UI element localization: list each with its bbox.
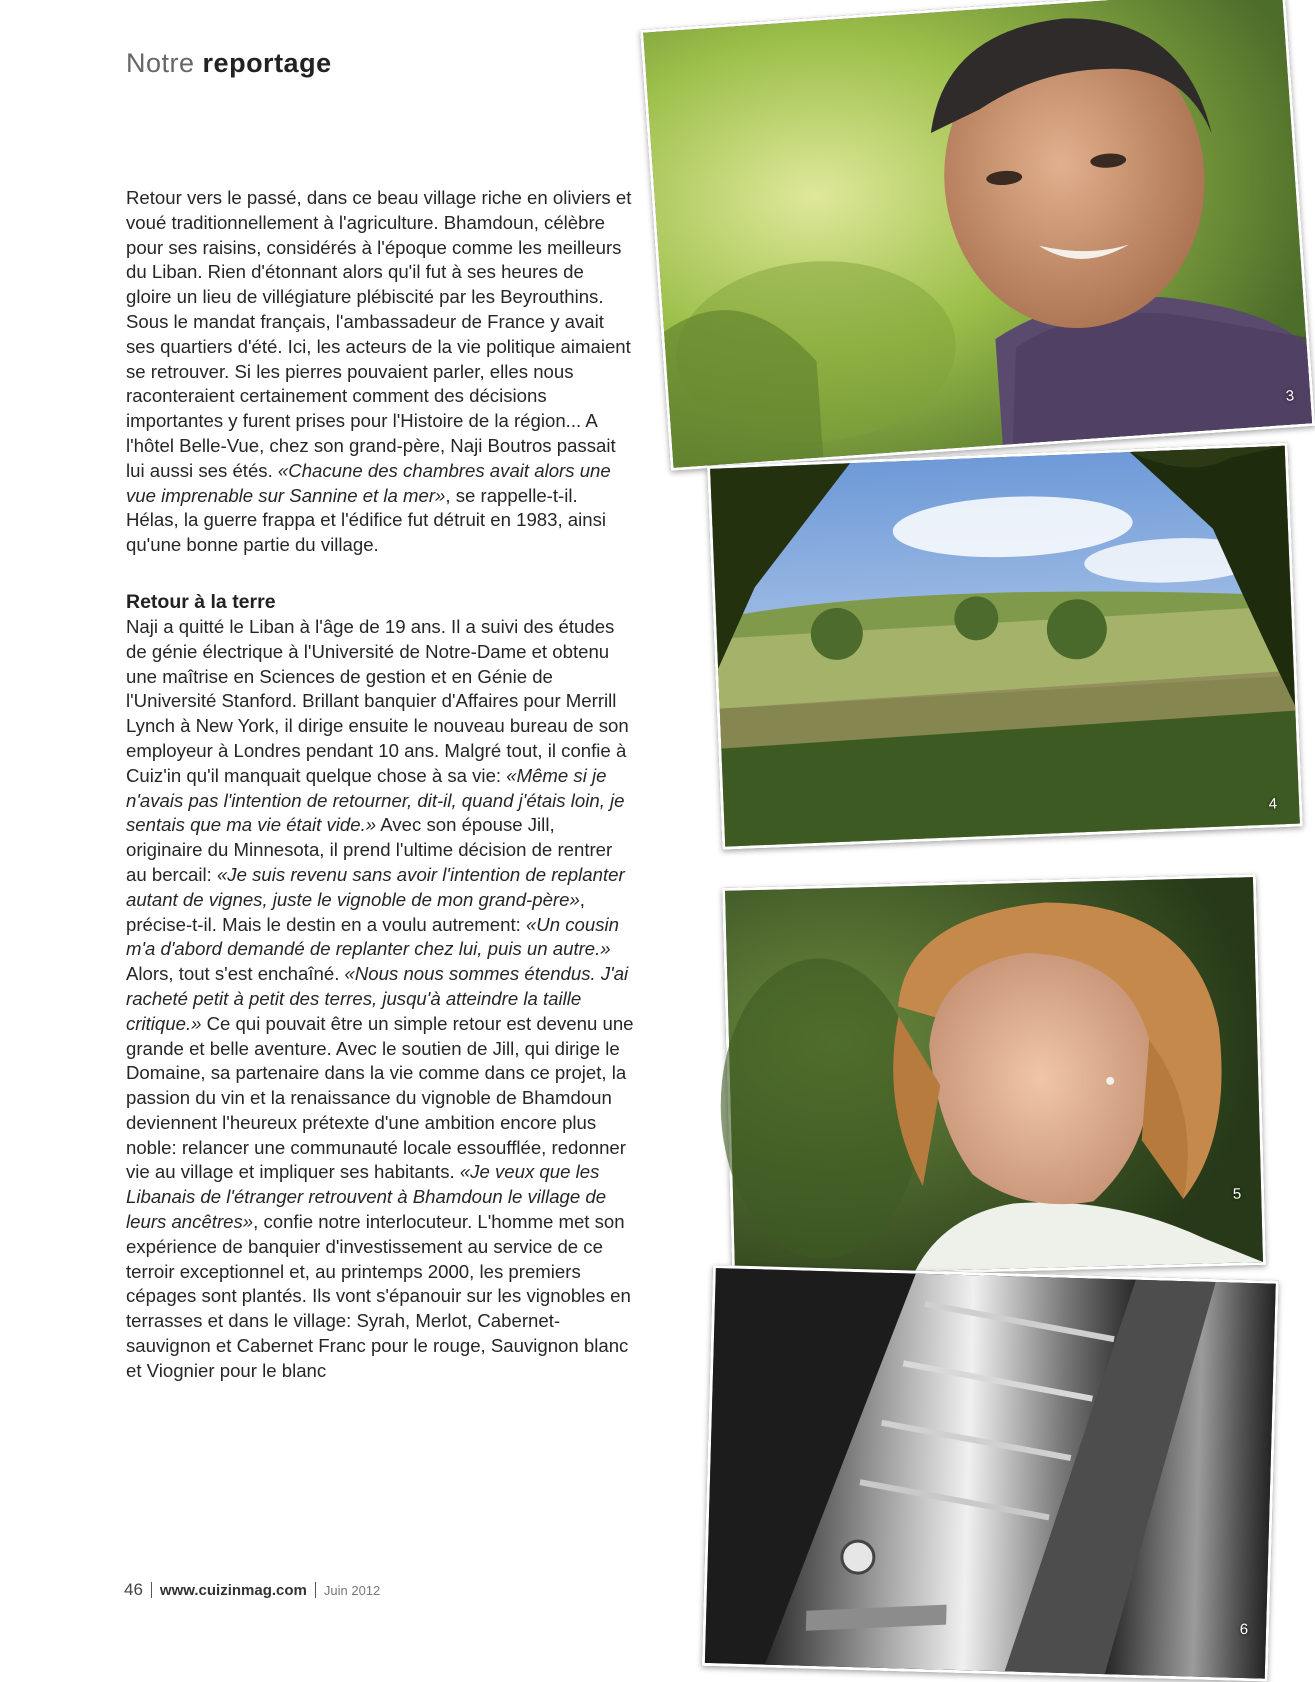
subheading: Retour à la terre xyxy=(126,590,276,613)
body-text-c: , précise-t-il. Mais le destin en a voulu autrement: xyxy=(126,888,585,935)
quote-1: «Même si je n'avais pas l'intention de retourner, dit-il, quand j'étais loin, je sentais que ma vie était vide.» xyxy=(126,764,625,836)
photo-man-portrait xyxy=(640,0,1315,471)
page-number: 46 xyxy=(124,1580,143,1599)
photo-number-3: 3 xyxy=(1285,387,1295,405)
body-text-d: Alors, tout s'est enchaîné. xyxy=(126,963,345,985)
body-text-f: , confie notre interlocuteur. L'homme met son expérience de banquier d'investissement au service de ce terroir exceptionnel et, au printemps 2000, les premiers cépages sont plantés. Ils vont s'épanouir sur les vignobles en terrasses et dans le village: Syrah, Merlot, Cabernet-sauvignon et Cabernet Franc pour le rouge, Sauvignon blanc et Viognier pour le blanc xyxy=(126,1211,631,1381)
photo-number-6: 6 xyxy=(1239,1620,1249,1639)
photo-wine-tanks-image xyxy=(705,1268,1276,1678)
quote-2: «Je suis revenu sans avoir l'intention de replanter autant de vignes, juste le vignoble de mon grand-père» xyxy=(126,863,625,910)
footer-divider xyxy=(151,1582,152,1598)
page-footer xyxy=(124,1580,380,1600)
photo-woman-profile-image xyxy=(725,877,1263,1276)
photo-number-4: 4 xyxy=(1268,795,1278,813)
body-text-e: Ce qui pouvait être un simple retour est devenu une grande et belle aventure. Avec le soutien de Jill, qui dirige le Domaine, sa partenaire dans la vie comme dans ce projet, la passion du vin et la renaissance du vignoble de Bhamdoun deviennent l'heureux prétexte d'une ambition encore plus noble: relancer une communauté locale essoufflée, redonner vie au village et impliquer ses habitants. xyxy=(126,1012,634,1183)
photo-wine-tanks xyxy=(702,1265,1279,1682)
body-text-a: Naji a quitté le Liban à l'âge de 19 ans. Il a suivi des études de génie électrique à l'Université de Notre-Dame et obtenu une maîtrise en Sciences de gestion et en Génie de l'Université Stanford. Brillant banquier d'Affaires pour Merrill Lynch à New York, il dirige ensuite le nouveau bureau de son employeur à Londres pendant 10 ans. Malgré tout, il confie à Cuiz'in qu'il manquait quelque chose à sa vie: xyxy=(126,615,629,786)
footer-date: Juin 2012 xyxy=(323,1582,381,1598)
photo-number-5: 5 xyxy=(1232,1185,1242,1203)
quote-4: «Nous nous sommes étendus. J'ai racheté petit à petit des terres, jusqu'à atteindre la taille critique.» xyxy=(126,963,629,1034)
photo-vineyard-landscape xyxy=(707,443,1303,850)
section-label-light: Notre xyxy=(126,48,195,78)
footer-site-link[interactable]: www.cuizinmag.com xyxy=(159,1581,307,1599)
quote-3: «Un cousin m'a d'abord demandé de replanter chez lui, puis un autre.» xyxy=(126,913,619,960)
photo-man-portrait-image xyxy=(643,0,1312,468)
section-label xyxy=(126,48,332,79)
photo-woman-profile xyxy=(722,874,1266,1279)
photo-vineyard-landscape-image xyxy=(710,446,1300,847)
intro-text-end: , se rappelle-t-il. Hélas, la guerre frappa et l'édifice fut détruit en 1983, ainsi qu'une bonne partie du village. xyxy=(126,484,607,556)
footer-divider xyxy=(315,1582,316,1598)
article-column xyxy=(126,186,634,1384)
body-paragraph xyxy=(126,615,634,1384)
intro-quote: «Chacune des chambres avait alors une vue imprenable sur Sannine et la mer» xyxy=(126,459,611,506)
intro-paragraph xyxy=(126,186,634,558)
intro-text: Retour vers le passé, dans ce beau village riche en oliviers et voué traditionnellement à l'agriculture. Bhamdoun, célèbre pour ses raisins, considérés à l'époque comme les meilleurs du Liban. Rien d'étonnant alors qu'il fut à ses heures de gloire un lieu de villégiature plébiscité par les Beyrouthins. Sous le mandat français, l'ambassadeur de France y avait ses quartiers d'été. Ici, les acteurs de la vie politique aimaient se retrouver. Si les pierres pouvaient parler, elles nous raconteraient certainement comment des décisions importantes y furent prises pour l'Histoire de la région... A l'hôtel Belle-Vue, chez son grand-père, Naji Boutros passait lui aussi ses étés. xyxy=(126,187,632,481)
body-text-b: Avec son épouse Jill, originaire du Minnesota, il prend l'ultime décision de rentrer au bercail: xyxy=(126,814,613,885)
section-label-bold: reportage xyxy=(202,48,332,78)
quote-5: «Je veux que les Libanais de l'étranger retrouvent à Bhamdoun le village de leurs ancêtres» xyxy=(126,1161,607,1233)
